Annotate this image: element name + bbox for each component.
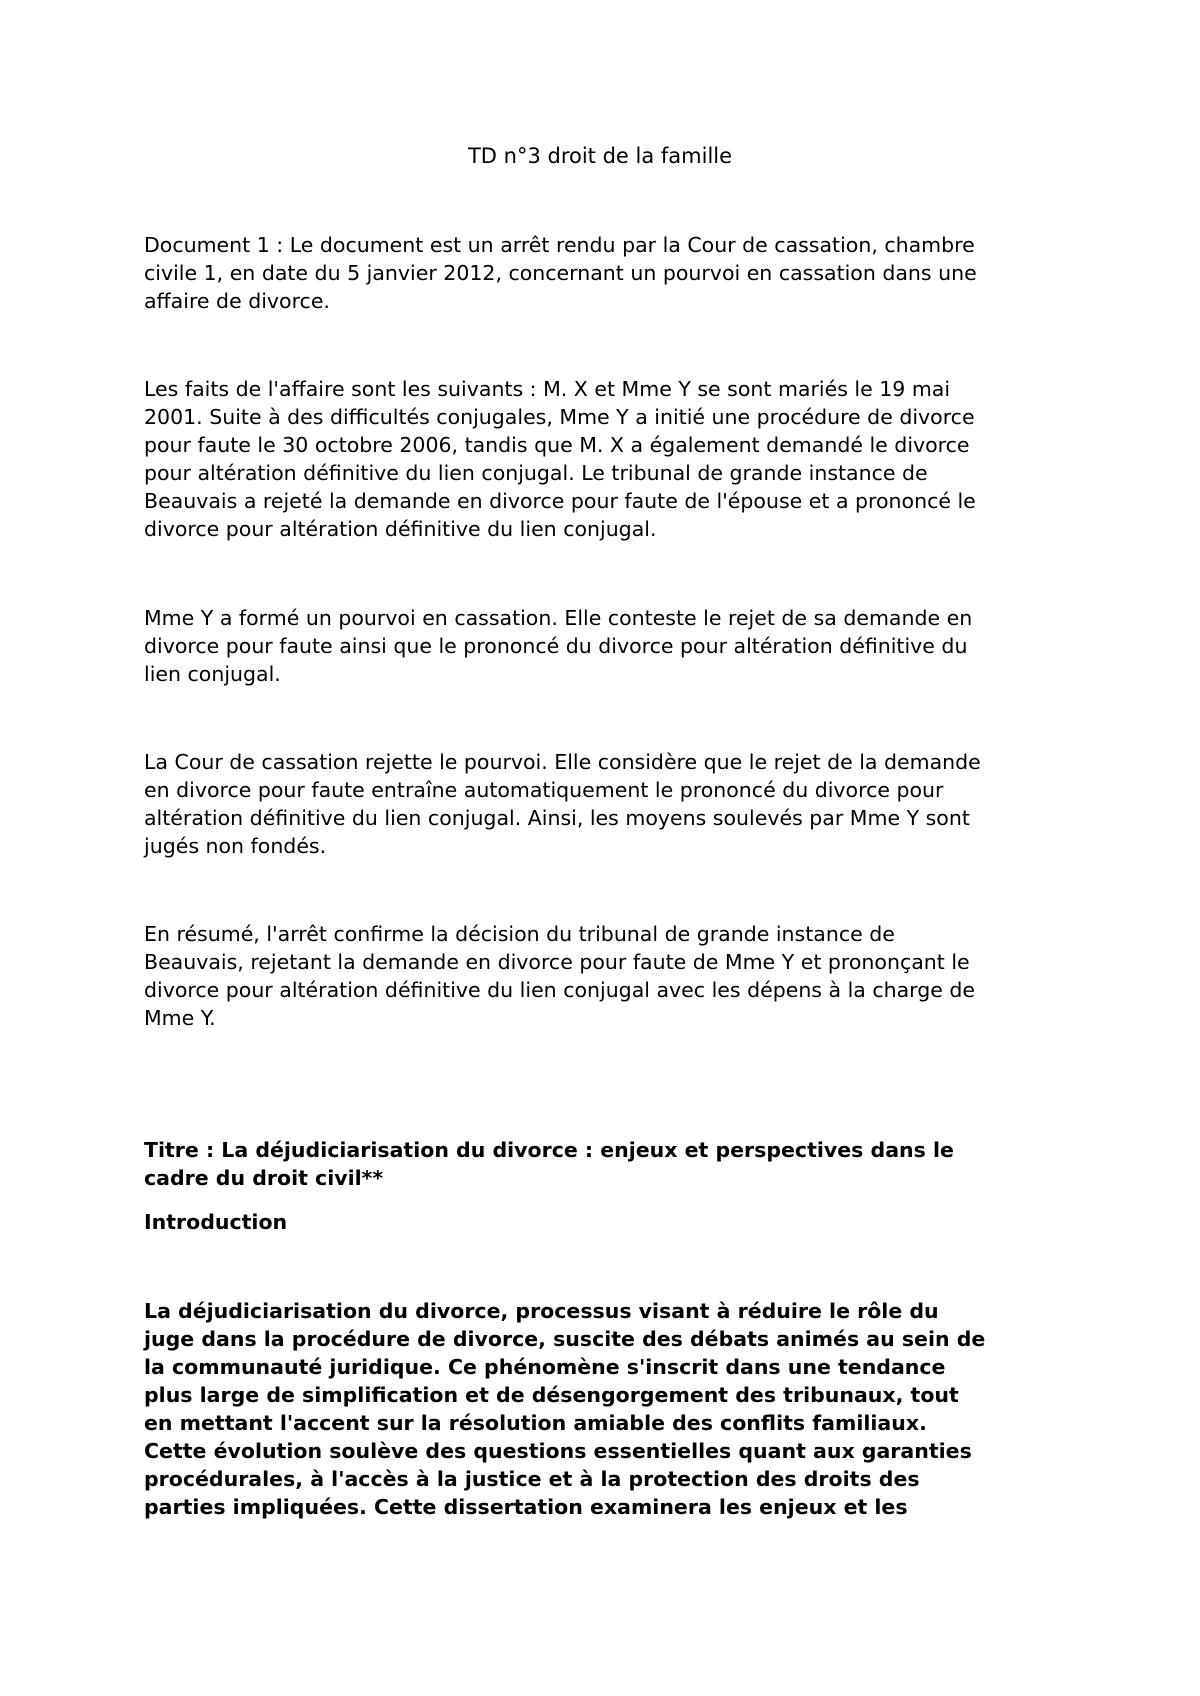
dissertation-subheading: Introduction xyxy=(144,1210,288,1234)
dissertation-body: La déjudiciarisation du divorce, processus visant à réduire le rôle du juge dans la procédure de divorce, suscite des débats animés au sein de la communauté juridique. Ce phénomène s'inscrit dans une tendance plus large de simplification et de désengorgement des tribunaux, tout en mettant l'accent sur la résolution amiable des conflits familiaux. Cette évolution soulève des questions essentielles quant aux garanties procédurales, à l'accès à la justice et à la protection des droits des parties impliquées. Cette dissertation examinera les enjeux et les xyxy=(144,1299,986,1519)
paragraph-appeal: Mme Y a formé un pourvoi en cassation. Elle conteste le rejet de sa demande en divorce pour faute ainsi que le prononcé du divorce pour altération définitive du lien conjugal. xyxy=(144,606,973,686)
paragraph-court-decision: La Cour de cassation rejette le pourvoi. Elle considère que le rejet de la demande en divorce pour faute entraîne automatiquement le prononcé du divorce pour altération définitive du lien conjugal. Ainsi, les moyens soulevés par Mme Y sont jugés non fondés. xyxy=(144,750,981,858)
paragraph-document-1: Document 1 : Le document est un arrêt rendu par la Cour de cassation, chambre civile 1, en date du 5 janvier 2012, concernant un pourvoi en cassation dans une affaire de divorce. xyxy=(144,233,977,313)
paragraph-summary: En résumé, l'arrêt confirme la décision du tribunal de grande instance de Beauvais, rejetant la demande en divorce pour faute de Mme Y et prononçant le divorce pour altération définitive du lien conjugal avec les dépens à la charge de Mme Y. xyxy=(144,922,976,1030)
dissertation-heading: Titre : La déjudiciarisation du divorce : enjeux et perspectives dans le cadre du droit civil** xyxy=(144,1138,954,1190)
document-title: TD n°3 droit de la famille xyxy=(467,144,733,168)
paragraph-facts: Les faits de l'affaire sont les suivants : M. X et Mme Y se sont mariés le 19 mai 2001. Suite à des difficultés conjugales, Mme Y a initié une procédure de divorce pour faute le 30 octobre 2006, tandis que M. X a également demandé le divorce pour altération définitive du lien conjugal. Le tribunal de grande instance de Beauvais a rejeté la demande en divorce pour faute de l'épouse et a prononcé le divorce pour altération définitive du lien conjugal. xyxy=(144,377,976,541)
